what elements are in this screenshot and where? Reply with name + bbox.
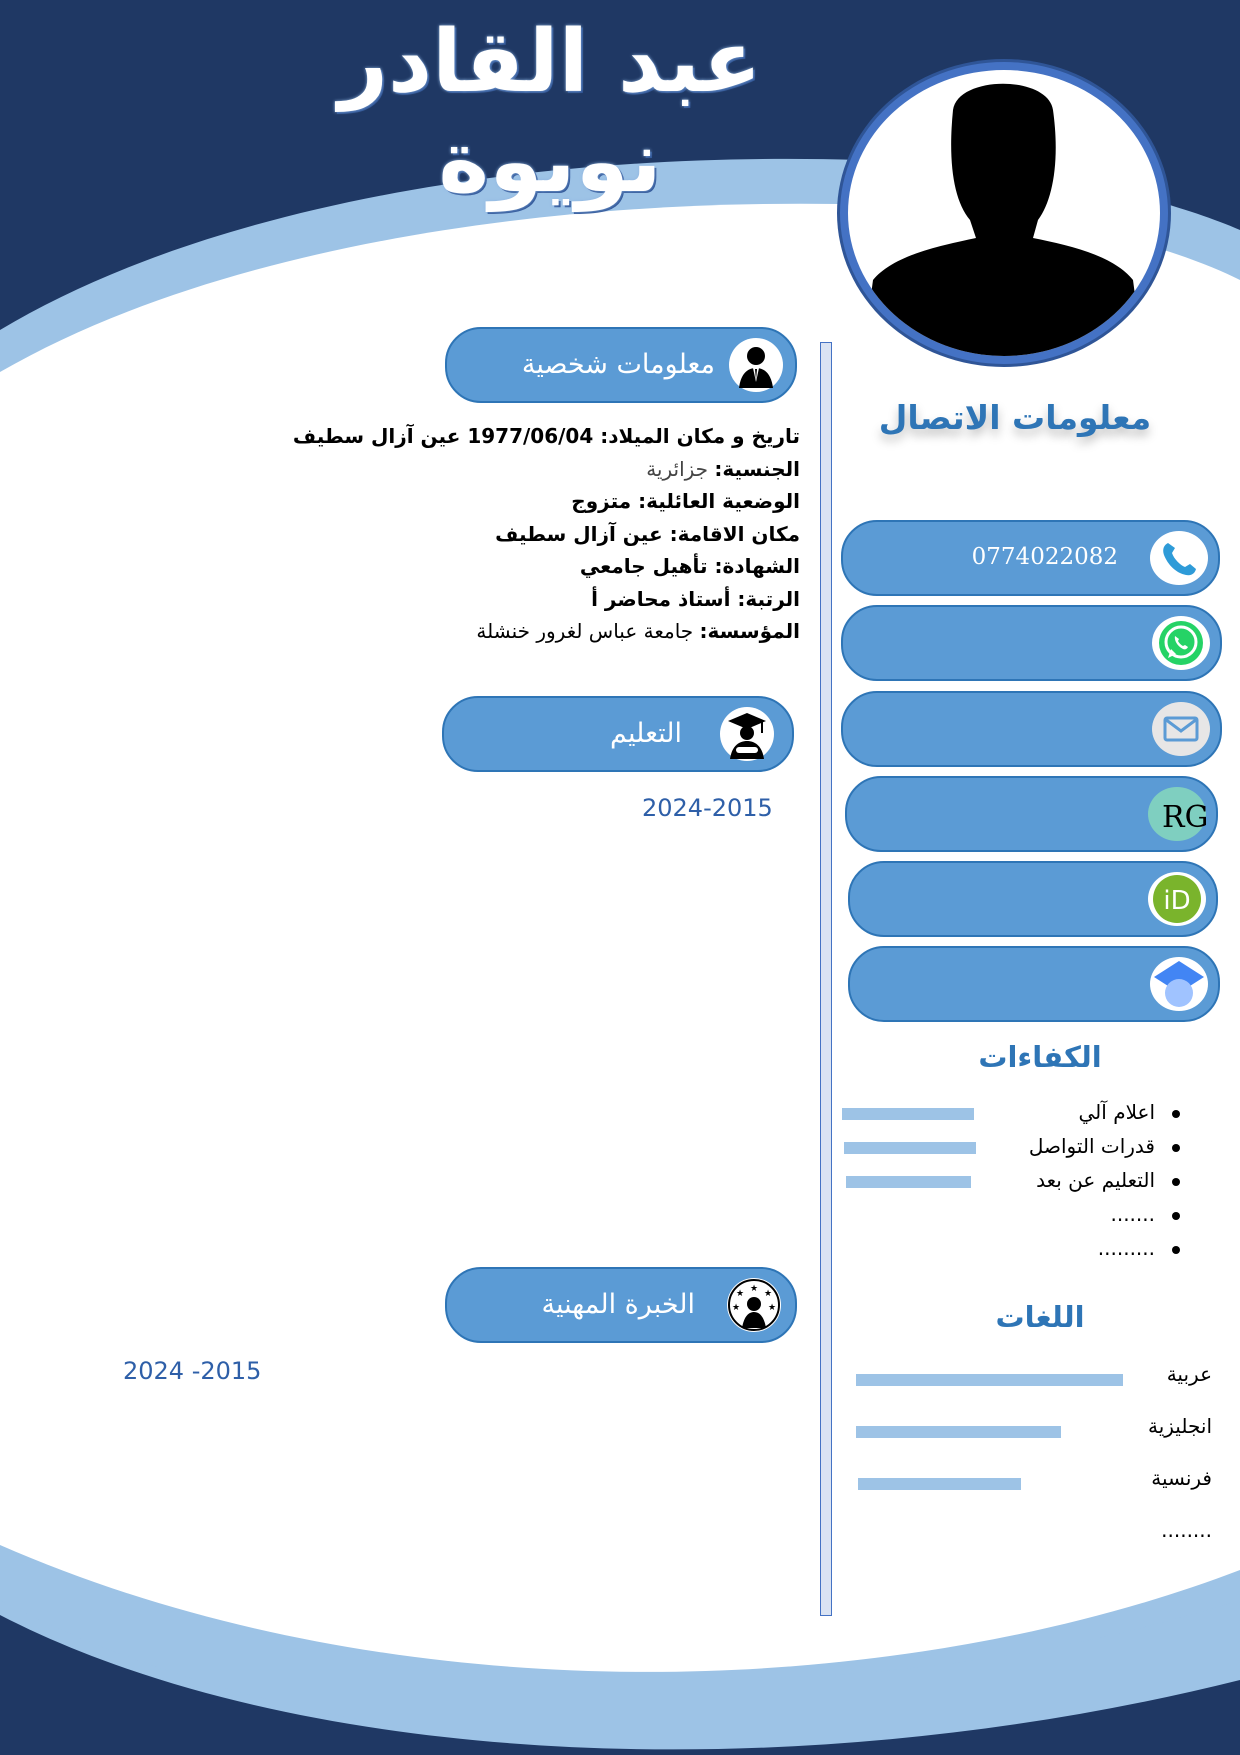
languages-title: اللغات	[995, 1300, 1085, 1334]
skill-item	[840, 1100, 1180, 1134]
info-row-birth: تاريخ و مكان الميلاد: 1977/06/04 عين آزال سطيف	[292, 424, 800, 448]
language-label: انجليزية	[1147, 1414, 1212, 1438]
email-icon	[1152, 702, 1210, 756]
phone-number: 0774022082	[971, 544, 1118, 570]
skill-label: اعلام آلي	[1078, 1100, 1155, 1124]
language-item	[840, 1518, 1212, 1552]
google-scholar-icon	[1150, 957, 1208, 1011]
info-row-rank: الرتبة: أستاذ محاضر أ	[591, 586, 800, 611]
skills-title: الكفاءات	[978, 1040, 1102, 1074]
contact-google-scholar[interactable]	[848, 946, 1220, 1022]
language-level-bar	[858, 1478, 1021, 1490]
language-level-bar	[856, 1426, 1061, 1438]
skill-label: .......	[1110, 1202, 1155, 1226]
language-level-bar	[856, 1374, 1123, 1386]
bullet-icon	[1172, 1110, 1180, 1118]
personal-info-title: معلومات شخصية	[521, 349, 715, 380]
language-label: ........	[1161, 1518, 1212, 1542]
contact-orcid[interactable]	[848, 861, 1218, 937]
languages-list	[840, 1362, 1212, 1552]
full-name: عبد القادر نويوة	[338, 12, 762, 212]
contact-title: معلومات الاتصال	[878, 398, 1152, 437]
info-row-degree: الشهادة: تأهيل جامعي	[579, 554, 800, 578]
svg-text:★: ★	[763, 1289, 773, 1299]
profile-photo	[840, 62, 1168, 364]
info-row-residence: مكان الاقامة: عين آزال سطيف	[495, 521, 800, 546]
info-row-marital: الوضعية العائلية: متزوج	[571, 489, 800, 513]
researchgate-icon	[1148, 787, 1206, 841]
skill-item	[840, 1202, 1180, 1236]
skill-label: .........	[1097, 1236, 1155, 1260]
orcid-icon	[1148, 872, 1206, 926]
education-header	[442, 696, 794, 772]
skill-level-bar	[846, 1176, 971, 1188]
svg-text:★: ★	[749, 1284, 759, 1294]
stars-person-icon	[727, 1278, 781, 1332]
experience-years: 2024 -2015	[123, 1357, 262, 1385]
info-row-institution: المؤسسة: جامعة عباس لغرور خنشلة	[476, 619, 800, 643]
column-divider	[820, 342, 832, 1616]
businessman-icon	[729, 338, 783, 392]
language-item	[840, 1414, 1212, 1448]
svg-text:RG: RG	[1162, 800, 1206, 835]
contact-researchgate[interactable]	[845, 776, 1218, 852]
personal-info-list	[292, 420, 800, 648]
language-label: فرنسية	[1151, 1466, 1212, 1490]
bullet-icon	[1172, 1212, 1180, 1220]
language-item	[840, 1362, 1212, 1396]
whatsapp-icon	[1152, 616, 1210, 670]
bullet-icon	[1172, 1246, 1180, 1254]
skill-level-bar	[842, 1108, 974, 1120]
contact-email[interactable]	[841, 691, 1222, 767]
skill-label: التعليم عن بعد	[1036, 1168, 1155, 1192]
svg-text:★: ★	[731, 1303, 741, 1313]
graduate-icon	[720, 707, 774, 761]
language-item	[840, 1466, 1212, 1500]
personal-info-header	[445, 327, 797, 403]
svg-text:★: ★	[735, 1289, 745, 1299]
bullet-icon	[1172, 1178, 1180, 1186]
contact-whatsapp[interactable]	[841, 605, 1222, 681]
skill-item	[840, 1236, 1180, 1270]
skill-item	[840, 1134, 1180, 1168]
education-title: التعليم	[610, 718, 682, 749]
phone-icon	[1150, 531, 1208, 585]
experience-header	[445, 1267, 797, 1343]
skill-item	[840, 1168, 1180, 1202]
skill-label: قدرات التواصل	[1028, 1134, 1155, 1158]
skills-list	[840, 1100, 1180, 1270]
person-silhouette-icon	[848, 70, 1160, 356]
contact-phone[interactable]	[841, 520, 1220, 596]
language-label: عربية	[1166, 1362, 1212, 1386]
svg-text:iD: iD	[1163, 886, 1191, 916]
experience-title: الخبرة المهنية	[541, 1289, 695, 1320]
education-years: 2024-2015	[642, 794, 773, 822]
skill-level-bar	[844, 1142, 976, 1154]
svg-text:★: ★	[767, 1303, 777, 1313]
info-row-nationality: الجنسية: جزائرية	[646, 456, 800, 481]
bullet-icon	[1172, 1144, 1180, 1152]
